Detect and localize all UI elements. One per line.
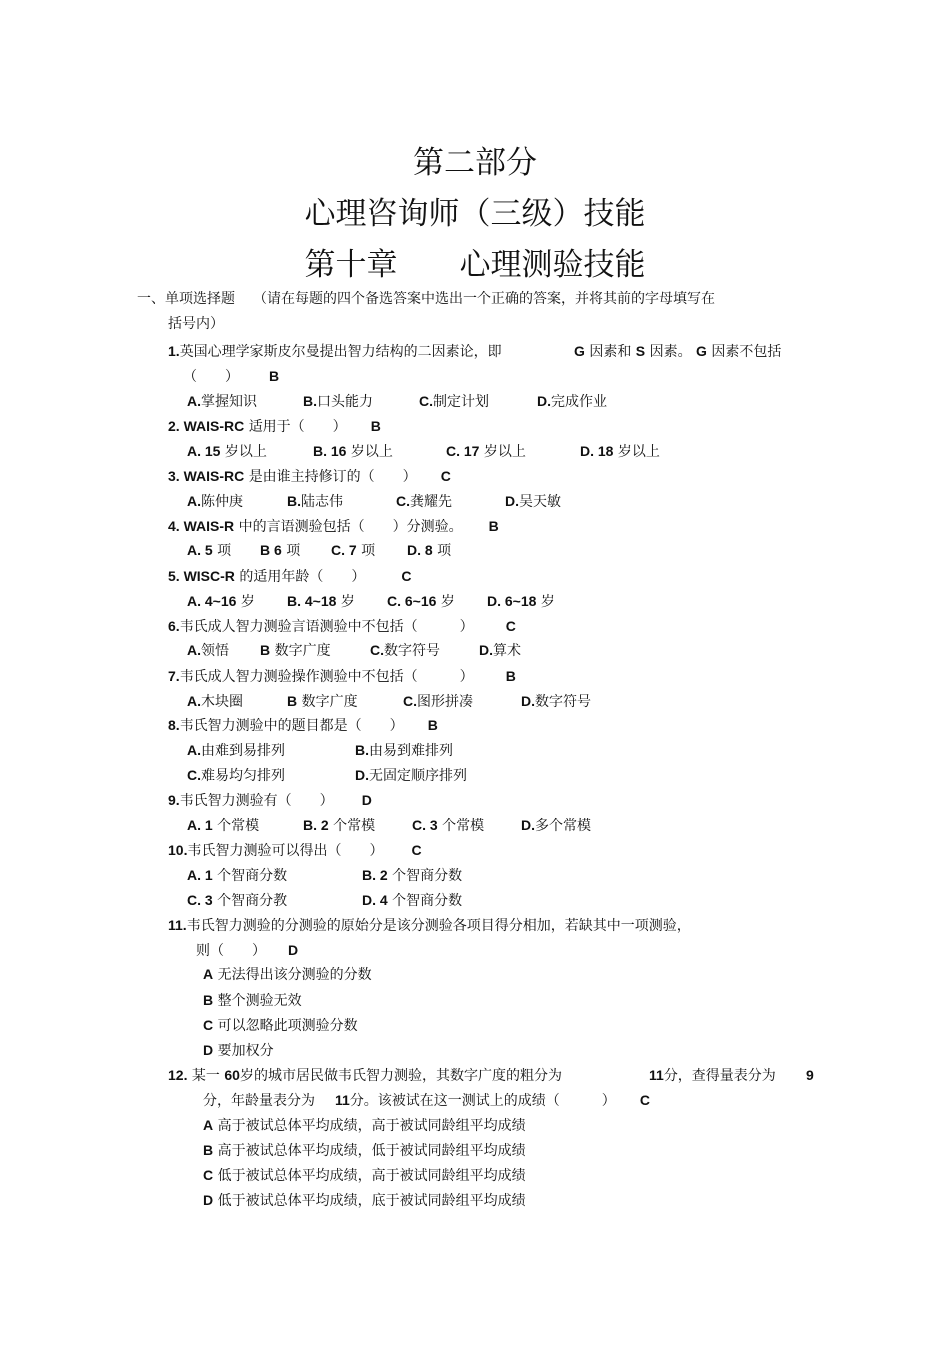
question-12-option-a: A 高于被试总体平均成绩，高于被试同龄组平均成绩 [203,1117,526,1134]
question-10-stem: 10.韦氏智力测验可以得出（ ） C [168,842,422,859]
question-2-option-a: A. 15 岁以上 [187,443,267,460]
question-11-stem: 11.韦氏智力测验的分测验的原始分是该分测验各项目得分相加，若缺其中一项测验， [168,917,691,934]
question-1-option-c: C.制定计划 [419,393,489,410]
chapter-number: 第十章 [304,247,398,283]
question-3-option-b: B.陆志伟 [287,493,343,510]
question-1-stem: 1.英国心理学家斯皮尔曼提出智力结构的二因素论，即 [168,343,502,360]
answer-10: C [411,842,422,858]
question-9-option-d: D.多个常模 [521,817,591,834]
question-5-option-b: B. 4~18 岁 [287,593,355,610]
question-3-option-a: A.陈仲庚 [187,493,243,510]
question-7-stem: 7.韦氏成人智力测验操作测验中不包括（ ） B [168,668,516,685]
question-4-option-a: A. 5 项 [187,542,232,559]
question-5-option-c: C. 6~16 岁 [387,593,455,610]
question-4-option-b: B 6 项 [260,542,301,559]
question-8-stem: 8.韦氏智力测验中的题目都是（ ） B [168,717,438,734]
question-11-option-a: A 无法得出该分测验的分数 [203,966,372,983]
book-title: 心理咨询师（三级）技能 [304,196,646,232]
question-2-option-d: D. 18 岁以上 [580,443,660,460]
question-10-option-c: C. 3 个智商分教 [187,892,288,909]
question-2-stem: 2. WAIS-RC 适用于（ ） B [168,418,381,435]
answer-4: B [488,518,499,534]
question-9-option-b: B. 2 个常模 [303,817,376,834]
chapter-title [0,245,950,285]
question-12-option-b: B 高于被试总体平均成绩，低于被试同龄组平均成绩 [203,1142,526,1159]
answer-8: B [427,717,438,733]
answer-1: B [269,368,280,384]
question-1-option-b: B.口头能力 [303,393,373,410]
question-3-stem: 3. WAIS-RC 是由谁主持修订的（ ） C [168,468,451,485]
question-4-stem: 4. WAIS-R 中的言语测验包括（ ）分测验。 B [168,518,499,535]
answer-7: B [505,668,516,684]
question-5-stem: 5. WISC-R 的适用年龄（ ） C [168,568,412,585]
question-3-option-c: C.龚耀先 [396,493,452,510]
question-7-option-c: C.图形拼凑 [403,693,473,710]
answer-5: C [401,568,412,584]
question-8-option-a: A.由难到易排列 [187,742,285,759]
section-instruction-cont: 括号内） [168,316,224,332]
question-12-stem: 12. 某一 60岁的城市居民做韦氏智力测验，其数字广度的粗分为 [168,1067,562,1084]
section-label: 一、单项选择题 [137,291,235,307]
question-6-option-d: D.算术 [479,642,521,659]
part-title: 第二部分 [413,145,537,181]
question-12-option-d: D 低于被试总体平均成绩，底于被试同龄组平均成绩 [203,1192,526,1209]
answer-11: D [288,942,299,958]
question-6-option-a: A.领悟 [187,642,229,659]
question-11-option-c: C 可以忽略此项测验分数 [203,1017,358,1034]
question-6-option-b: B 数字广度 [260,642,331,659]
answer-9: D [361,792,372,808]
question-5-option-a: A. 4~16 岁 [187,593,255,610]
question-4-option-d: D. 8 项 [407,542,452,559]
answer-3: C [440,468,451,484]
question-5-option-d: D. 6~18 岁 [487,593,555,610]
question-10-option-d: D. 4 个智商分数 [362,892,463,909]
question-10-option-a: A. 1 个智商分数 [187,867,288,884]
answer-6: C [505,618,516,634]
section-instruction: （请在每题的四个备选答案中选出一个正确的答案，并将其前的字母填写在 [253,291,715,307]
chapter-name: 心理测验技能 [459,247,646,283]
question-8-option-c: C.难易均匀排列 [187,767,285,784]
question-4-option-c: C. 7 项 [331,542,376,559]
question-9-stem: 9.韦氏智力测验有（ ） D [168,792,372,809]
question-10-option-b: B. 2 个智商分数 [362,867,463,884]
question-2-option-c: C. 17 岁以上 [446,443,526,460]
answer-12: C [639,1092,650,1108]
question-9-option-c: C. 3 个常模 [412,817,485,834]
question-12-stem-b: 11分，查得量表分为 [649,1067,776,1084]
question-1-stem-tail: G 因素和 S 因素。 G 因素不包括 [574,343,782,360]
question-6-stem: 6.韦氏成人智力测验言语测验中不包括（ ） C [168,618,516,635]
question-7-option-a: A.木块圈 [187,693,243,710]
answer-2: B [370,418,381,434]
question-9-option-a: A. 1 个常模 [187,817,260,834]
question-12-stem-c: 9 [806,1067,814,1083]
question-12-stem-cont: 分，年龄量表分为 11分。该被试在这一测试上的成绩（ ） C [203,1092,650,1109]
question-3-option-d: D.吴天敏 [505,493,561,510]
question-1-option-d: D.完成作业 [537,393,607,410]
question-2-option-b: B. 16 岁以上 [313,443,393,460]
question-11-stem-cont: 则（ ） D [196,942,299,959]
question-7-option-b: B 数字广度 [287,693,358,710]
question-6-option-c: C.数字符号 [370,642,440,659]
question-8-option-b: B.由易到难排列 [355,742,453,759]
question-1-option-a: A.掌握知识 [187,393,257,410]
question-1-paren: （ ） B [183,368,280,385]
question-12-option-c: C 低于被试总体平均成绩，高于被试同龄组平均成绩 [203,1167,526,1184]
question-8-option-d: D.无固定顺序排列 [355,767,467,784]
question-7-option-d: D.数字符号 [521,693,591,710]
question-11-option-b: B 整个测验无效 [203,992,302,1009]
question-11-option-d: D 要加权分 [203,1042,274,1059]
